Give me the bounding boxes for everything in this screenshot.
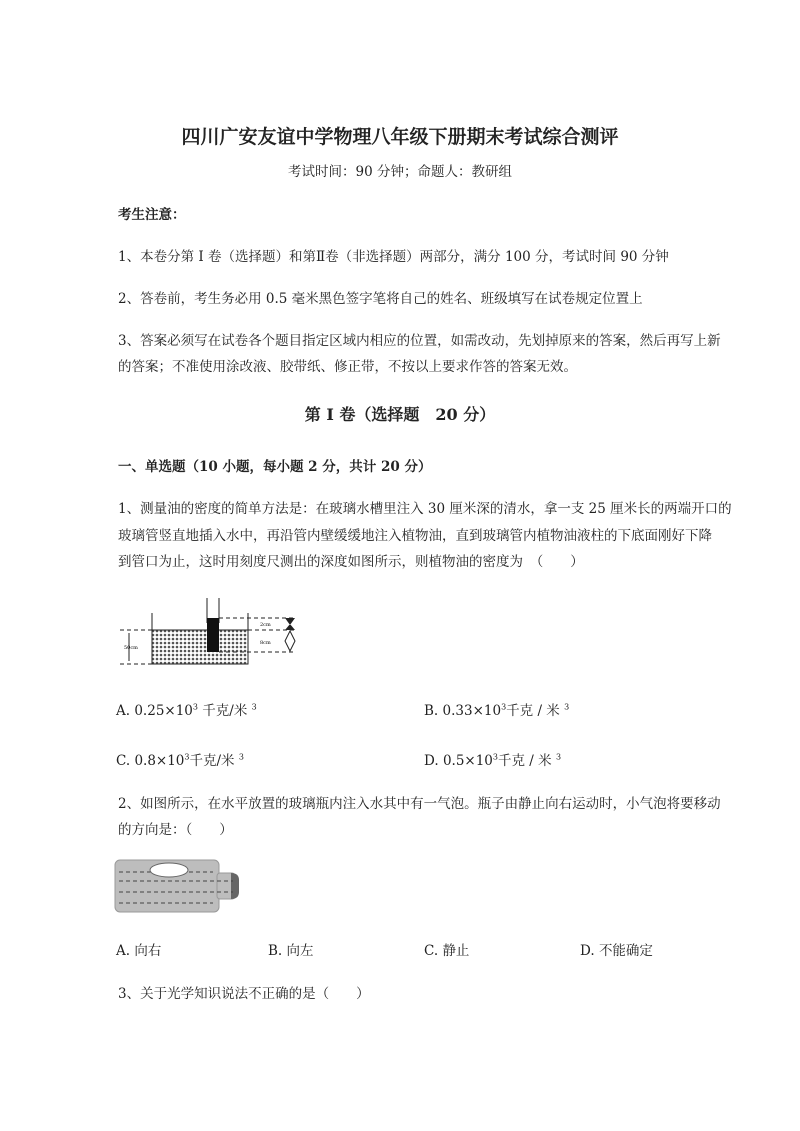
label-2cm: 2cm — [260, 622, 271, 628]
option-text: 静止 — [442, 943, 470, 959]
option-value: 0.8×10 — [134, 753, 185, 769]
unit-exponent: 3 — [238, 752, 244, 762]
question-2-line: 的方向是：（ ） — [118, 822, 233, 838]
option-label: B. — [424, 703, 439, 719]
notice-heading: 考生注意： — [118, 207, 186, 223]
option-unit: 千克/米 — [189, 753, 235, 769]
notice-item: 3、答案必须写在试卷各个题目指定区域内相应的位置，如需改动，先划掉原来的答案，然后再写上新 — [118, 333, 721, 349]
label-50cm: 50cm — [124, 645, 138, 651]
oil-tube-figure — [115, 593, 325, 671]
option-label: D. — [424, 753, 439, 769]
option-b[interactable] — [424, 699, 569, 719]
q2-option-c[interactable] — [424, 939, 469, 959]
option-value: 0.33×10 — [442, 703, 502, 719]
exponent: 3 — [192, 702, 198, 712]
option-c[interactable] — [116, 749, 244, 769]
option-value: 0.25×10 — [134, 703, 193, 719]
question-1-line: 玻璃管竖直地插入水中，再沿管内壁缓缓地注入植物油，直到玻璃管内植物油液柱的下底面刚好下降 — [118, 528, 712, 544]
notice-item: 的答案；不准使用涂改液、胶带纸、修正带，不按以上要求作答的答案无效。 — [118, 359, 577, 375]
notice-item: 2、答卷前，考生务必用 0.5 毫米黑色签字笔将自己的姓名、班级填写在试卷规定位置上 — [118, 291, 643, 307]
exam-title: 四川广安友谊中学物理八年级下册期末考试综合测评 — [181, 126, 619, 148]
option-text: 不能确定 — [598, 943, 653, 959]
question-1-line: 到管口为止，这时用刻度尺测出的深度如图所示，则植物油的密度为 （ ） — [118, 554, 584, 570]
option-text: 向右 — [134, 943, 162, 959]
option-label: A. — [116, 943, 131, 959]
section-title: 第 I 卷（选择题 20 分） — [304, 405, 496, 424]
option-label: A. — [116, 703, 131, 719]
option-label: B. — [268, 943, 283, 959]
option-label: D. — [580, 943, 595, 959]
question-1-line: 1、测量油的密度的简单方法是：在玻璃水槽里注入 30 厘米深的清水，拿一支 25 厘米长的两端开口的 — [118, 501, 732, 517]
label-8cm: 8cm — [260, 640, 271, 646]
exam-subtitle: 考试时间：90 分钟；命题人：教研组 — [288, 164, 512, 180]
option-unit: 千克 / 米 — [498, 753, 552, 769]
exponent: 3 — [492, 752, 498, 762]
air-bubble — [150, 863, 188, 877]
option-unit: 千克/米 — [202, 703, 248, 719]
unit-exponent: 3 — [555, 752, 562, 762]
question-2-line: 2、如图所示，在水平放置的玻璃瓶内注入水其中有一气泡。瓶子由静止向右运动时，小气泡将要移动 — [118, 796, 721, 812]
unit-exponent: 3 — [251, 702, 257, 712]
exponent: 3 — [184, 752, 190, 762]
option-unit: 千克 / 米 — [506, 703, 560, 719]
option-a[interactable] — [116, 699, 257, 719]
q2-option-a[interactable] — [116, 939, 161, 959]
option-label: C. — [116, 753, 131, 769]
option-label: C. — [424, 943, 439, 959]
question-3-line: 3、关于光学知识说法不正确的是（ ） — [118, 986, 370, 1002]
part-heading: 一、单选题（10 小题，每小题 2 分，共计 20 分） — [118, 459, 432, 475]
option-text: 向左 — [286, 943, 314, 959]
option-d[interactable] — [424, 749, 561, 769]
option-value: 0.5×10 — [442, 753, 493, 769]
unit-exponent: 3 — [564, 702, 570, 712]
notice-item: 1、本卷分第 I 卷（选择题）和第Ⅱ卷（非选择题）两部分，满分 100 分，考试时间 90 分钟 — [118, 249, 669, 265]
exponent: 3 — [501, 702, 507, 712]
q2-option-d[interactable] — [580, 939, 653, 959]
q2-option-b[interactable] — [268, 939, 314, 959]
bottle-figure — [113, 858, 253, 918]
